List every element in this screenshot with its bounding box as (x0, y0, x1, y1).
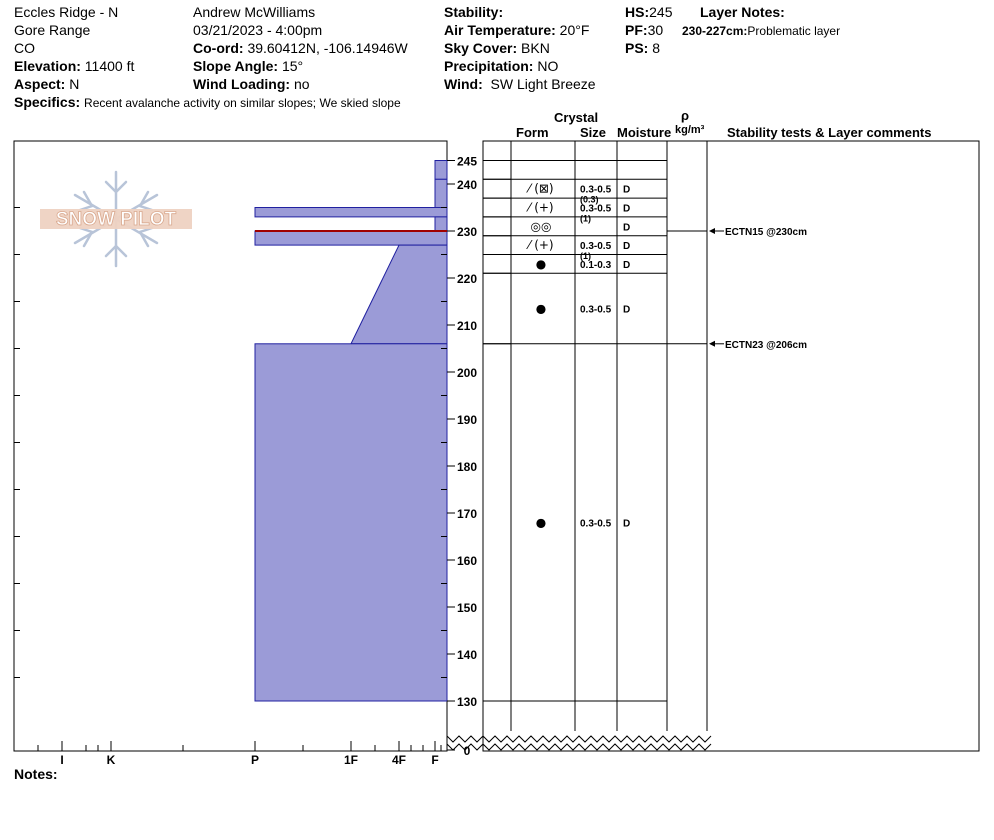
hardness-tick-label: 4F (391, 753, 407, 767)
size-header: Size (580, 125, 607, 140)
grain-size: 0.1-0.3 (580, 259, 612, 271)
depth-tick-label: 180 (456, 460, 478, 474)
rho-header: ρ (681, 108, 690, 123)
grain-size: 0.3-0.5 (580, 241, 612, 253)
hardness-tick-label: I (60, 753, 64, 767)
density-unit-header: kg/m³ (675, 124, 705, 136)
moisture-value: D (623, 259, 631, 271)
grain-form: ● (535, 256, 547, 271)
hardness-layer (351, 245, 447, 344)
wind-loading: Wind Loading: no (193, 76, 310, 92)
hardness-tick-label: K (106, 753, 116, 767)
depth-tick-label: 230 (456, 225, 478, 239)
comments-header: Stability tests & Layer comments (727, 125, 932, 140)
grain-size: 0.3-0.5 (580, 184, 612, 196)
moisture-value: D (623, 241, 631, 253)
hardness-layer (255, 231, 447, 245)
pf: PF:30 (625, 22, 664, 38)
moisture-value: D (623, 304, 631, 316)
slope-angle: Slope Angle: 15° (193, 58, 304, 74)
range: Gore Range (14, 22, 91, 38)
depth-tick-label: 170 (456, 507, 478, 521)
specifics: Specifics: Recent avalanche activity on similar slopes; We skied slope (14, 94, 401, 110)
layer-note: 230-227cm:Problematic layer (682, 24, 841, 38)
depth-tick-label: 220 (456, 272, 478, 286)
moisture-value: D (623, 518, 631, 530)
hardness-layer (255, 344, 447, 701)
state: CO (14, 40, 35, 56)
hs: HS:245 (625, 4, 673, 20)
depth-tick-label: 240 (456, 178, 478, 192)
grain-size-sub: (1) (580, 251, 591, 262)
stability-test-label: ECTN15 @230cm (725, 227, 808, 238)
sky-cover: Sky Cover: BKN (444, 40, 550, 56)
grain-form: ◎◎ (530, 219, 552, 234)
moisture-value: D (623, 203, 631, 215)
layer-notes-title: Layer Notes: (700, 4, 785, 20)
grain-size: 0.3-0.5 (580, 203, 612, 215)
hardness-axis (38, 741, 441, 767)
hardness-layers (255, 161, 447, 702)
test-arrowhead (709, 228, 715, 234)
grain-form: ⁄ (⊠) (528, 181, 554, 196)
air-temperature: Air Temperature: 20°F (444, 22, 590, 38)
wind: Wind: SW Light Breeze (444, 76, 596, 92)
depth-tick-label: 150 (456, 601, 478, 615)
depth-tick-label: 130 (456, 695, 478, 709)
moisture-value: D (623, 184, 631, 196)
grain-size: 0.3-0.5 (580, 518, 612, 530)
grain-form: ● (535, 515, 547, 530)
crystal-header: Crystal (554, 110, 599, 125)
stability: Stability: (444, 4, 504, 20)
moisture-header: Moisture (617, 125, 672, 140)
moisture-value: D (623, 222, 631, 234)
hardness-tick-label: 1F (343, 753, 359, 767)
logo-text: SNOW PILOT (55, 209, 177, 230)
grain-size-sub: (0.3) (580, 194, 599, 205)
depth-tick-label: 140 (456, 648, 478, 662)
datetime: 03/21/2023 - 4:00pm (193, 22, 323, 38)
location: Eccles Ridge - N (14, 4, 119, 20)
grain-size: 0.3-0.5 (580, 304, 612, 316)
coordinates: Co-ord: 39.60412N, -106.14946W (193, 40, 408, 56)
hardness-tick-label: P (250, 753, 260, 767)
depth-tick-label: 160 (456, 554, 478, 568)
observer: Andrew McWilliams (193, 4, 316, 20)
grain-form: ⁄ (+) (528, 200, 554, 215)
grain-form: ● (535, 301, 547, 316)
depth-tick-label: 190 (456, 413, 478, 427)
hardness-layer (255, 208, 447, 217)
axis-break (447, 736, 711, 742)
hardness-layer (435, 217, 447, 231)
depth-tick-label: 245 (456, 154, 478, 169)
test-arrowhead (709, 341, 715, 347)
elevation: Elevation: 11400 ft (14, 58, 135, 74)
hardness-layer (435, 179, 447, 207)
depth-tick-label: 0 (463, 744, 471, 758)
depth-tick-label: 200 (456, 366, 478, 380)
axis-break (447, 744, 711, 750)
depth-tick-label: 210 (456, 319, 478, 333)
stability-test-label: ECTN23 @206cm (725, 339, 808, 351)
grain-form: ⁄ (+) (528, 238, 554, 253)
precipitation: Precipitation: NO (444, 58, 559, 74)
grain-size-sub: (1) (580, 213, 591, 224)
hardness-layer (435, 161, 447, 180)
stability-tests (667, 227, 807, 351)
aspect: Aspect: N (14, 76, 80, 92)
form-header: Form (516, 125, 549, 140)
notes-label: Notes: (14, 766, 58, 782)
hardness-tick-label: F (431, 753, 439, 767)
ps: PS: 8 (625, 40, 661, 56)
